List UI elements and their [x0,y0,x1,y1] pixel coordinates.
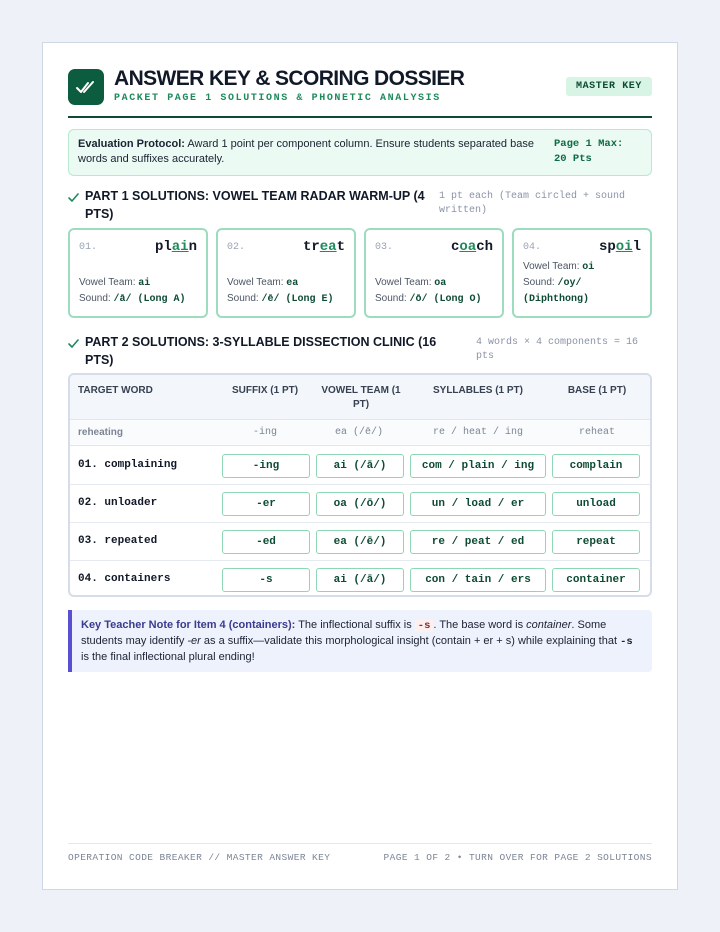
page-subtitle: PACKET PAGE 1 SOLUTIONS & PHONETIC ANALYSIS [114,93,441,104]
vowel-team-highlight: ea [319,239,337,255]
suffix-answer: -er [222,492,310,516]
column-header: SUFFIX (1 PT) [231,385,299,396]
base-answer: complain [552,454,640,478]
vowel-team-highlight: oi [615,239,633,255]
example-word: reheating [78,427,124,438]
part2-header [68,333,652,369]
vowel-team-highlight: ai [171,239,189,255]
vowel-answer: oa (/ō/) [316,492,404,516]
logo-badge [68,69,104,105]
syllables-answer: re / peat / ed [410,530,546,554]
page-max-points [554,137,644,167]
protocol-text [78,137,548,167]
target-word: 03. repeated [78,535,158,547]
example-base: reheat [578,427,615,438]
check-icon [68,339,79,348]
syllables-answer: con / tain / ers [410,568,546,592]
vowel-card [512,228,652,318]
card-word: treat [302,239,345,255]
evaluation-protocol-box [68,129,652,176]
vowel-card [364,228,504,318]
vowel-team-value: ai [138,278,151,289]
target-word: 01. complaining [78,459,178,471]
vowel-card [68,228,208,318]
sound-value: /ō/ (Long O) [409,294,482,305]
suffix-answer: -ed [222,530,310,554]
suffix-code: -s [415,620,434,632]
header-divider [68,116,652,118]
vowel-answer: ea (/ē/) [316,530,404,554]
suffix-code: -s [620,636,633,648]
example-vowel: ea (/ē/) [334,427,383,438]
card-word: plain [154,239,197,255]
vowel-card [216,228,356,318]
card-number: 03. [375,242,394,253]
table-row [70,523,650,561]
footer-divider [68,843,652,844]
vowel-answer: ai (/ā/) [316,568,404,592]
example-row [70,420,650,446]
base-answer: container [552,568,640,592]
example-syllables: re / heat / ing [432,427,523,438]
card-number: 04. [523,242,542,253]
page-title: ANSWER KEY & SCORING DOSSIER [114,67,465,90]
card-answer: Vowel Team: ai Sound: /ā/ (Long A) [79,277,186,305]
part2-scoring-note: 4 words × 4 components = 16 pts [476,337,639,362]
sound-value: /ā/ (Long A) [113,294,186,305]
column-header: BASE (1 PT) [567,385,627,396]
protocol-body: Award 1 point per component column. Ensure students separated base words and suffixes accurately. [78,138,534,165]
vowel-team-value: ea [286,278,299,289]
syllables-answer: com / plain / ing [410,454,546,478]
dissection-table [68,373,652,597]
table-row [70,485,650,523]
answer-key-page [42,42,678,890]
sound-value: /ē/ (Long E) [261,294,334,305]
check-icon [68,193,79,202]
suffix-answer: -ing [222,454,310,478]
syllables-answer: un / load / er [410,492,546,516]
page-max-label: Page 1 Max: [554,138,624,150]
vowel-team-highlight: oa [459,239,477,255]
part1-scoring-note: 1 pt each (Team circled + sound written) [439,191,626,216]
column-header: SYLLABLES (1 PT) [432,385,523,396]
footer-right: PAGE 1 OF 2 • TURN OVER FOR PAGE 2 SOLUTIONS [383,852,652,863]
base-answer: unload [552,492,640,516]
table-row [70,447,650,485]
table-header [70,375,650,420]
double-check-icon [75,79,97,95]
card-number: 02. [227,242,246,253]
part1-header [68,187,652,223]
vowel-team-value: oa [434,278,447,289]
teacher-note [68,610,652,672]
teacher-note-text: Key Teacher Note for Item 4 (containers): The inflectional suffix is -s . The base word is container. Some students may identify -er as a suffix—validate this morphological insight (contain + er + s) while explaining that -s is the final inflectional plural ending! [81,619,633,663]
card-word: coach [450,239,493,255]
page-max-value: 20 Pts [554,153,592,165]
master-key-badge: MASTER KEY [566,77,652,96]
card-number: 01. [79,242,98,253]
card-answer: Vowel Team: oa Sound: /ō/ (Long O) [375,277,482,305]
card-word: spoil [598,239,641,255]
column-header: TARGET WORD [78,385,153,396]
sound-value: /oy/ (Diphthong) [523,278,590,305]
part1-title: PART 1 SOLUTIONS: VOWEL TEAM RADAR WARM-UP (4 PTS) [85,189,425,221]
base-answer: repeat [552,530,640,554]
card-answer: Vowel Team: oi Sound: /oy/ (Diphthong) [523,261,595,305]
vowel-answer: ai (/ā/) [316,454,404,478]
card-answer: Vowel Team: ea Sound: /ē/ (Long E) [227,277,334,305]
table-row [70,561,650,597]
suffix-answer: -s [222,568,310,592]
part2-title: PART 2 SOLUTIONS: 3-SYLLABLE DISSECTION CLINIC (16 PTS) [85,335,437,367]
vowel-team-value: oi [582,262,595,273]
example-suffix: -ing [252,427,277,438]
teacher-note-label: Key Teacher Note for Item 4 (containers): [81,619,296,631]
target-word: 02. unloader [78,497,158,509]
footer-left: OPERATION CODE BREAKER // MASTER ANSWER KEY [68,852,331,863]
protocol-label: Evaluation Protocol: [78,138,185,150]
column-header: VOWEL TEAM (1 PT) [321,385,401,410]
target-word: 04. containers [78,573,171,585]
